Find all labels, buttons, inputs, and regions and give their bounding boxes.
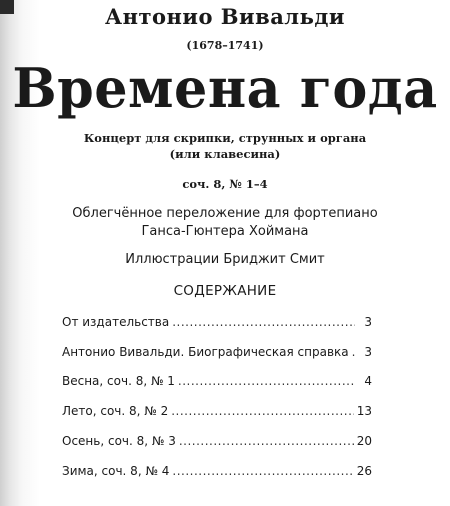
toc-item-page: 13	[356, 404, 372, 418]
toc-item-page: 26	[356, 464, 372, 478]
toc-item-label: От издательства	[62, 315, 170, 329]
toc-item	[62, 345, 372, 359]
author-years: (1678–1741)	[186, 39, 264, 52]
toc-item	[62, 464, 372, 478]
toc-leader-dots	[172, 315, 355, 329]
toc-leader-dots	[172, 464, 353, 478]
toc-item	[62, 374, 372, 388]
toc-item-label: Весна, соч. 8, № 1	[62, 374, 175, 388]
toc-item-label: Зима, соч. 8, № 4	[62, 464, 170, 478]
toc-item-page: 3	[364, 345, 372, 359]
contents-heading: СОДЕРЖАНИЕ	[173, 283, 277, 299]
toc-item-page: 4	[364, 374, 372, 388]
toc-leader-dots	[171, 404, 354, 418]
arrangement-line-2: Ганса-Гюнтера Хоймана	[141, 224, 309, 239]
toc-item-label: Осень, соч. 8, № 3	[62, 434, 176, 448]
arrangement-line-1: Облегчённое переложение для фортепиано	[72, 206, 378, 221]
illustrations-credit: Иллюстрации Бриджит Смит	[125, 252, 325, 267]
page-title: Времена года	[12, 56, 438, 120]
toc-item-label: Лето, соч. 8, № 2	[62, 404, 169, 418]
arrangement-credit	[0, 205, 450, 241]
subtitle	[0, 130, 450, 162]
author-name: Антонио Вивальди	[105, 4, 345, 29]
subtitle-line-2: (или клавесина)	[169, 147, 281, 161]
toc-item-page: 20	[356, 434, 372, 448]
subtitle-line-1: Концерт для скрипки, струнных и органа	[83, 131, 367, 145]
toc-leader-dots	[352, 345, 355, 359]
toc-item-page: 3	[364, 315, 372, 329]
toc-item	[62, 315, 372, 329]
toc-leader-dots	[178, 374, 355, 388]
toc-item	[62, 404, 372, 418]
toc-item-label: Антонио Вивальди. Биографическая справка	[62, 345, 349, 359]
toc-leader-dots	[179, 434, 354, 448]
opus-number: соч. 8, № 1–4	[182, 177, 268, 191]
toc-item	[62, 434, 372, 448]
